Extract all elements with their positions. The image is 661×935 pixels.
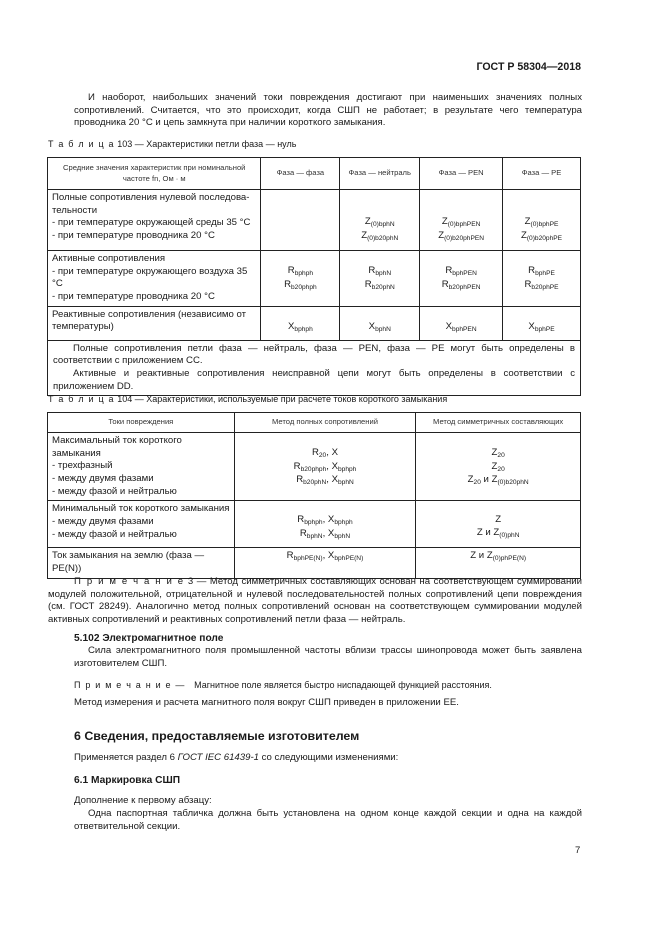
table-104	[47, 412, 581, 579]
table-103-note-1: Полные сопротивления петли фаза — нейтраль, фаза — PEN, фаза — PE могут быть определены в соответствии с приложением CC.	[53, 342, 575, 367]
label-line: - трехфазный	[52, 460, 113, 472]
cell-value: $Z_{(0)b20phPE}$	[520, 229, 563, 242]
row-label	[48, 548, 235, 578]
page-number: 7	[575, 845, 581, 856]
label-line: Активные сопротивления	[52, 253, 166, 264]
table-cell	[340, 190, 420, 251]
cell-value: $Z_{(0)bphPEN}$	[441, 216, 481, 228]
row-label	[48, 501, 235, 548]
table-104-header-symmetric-method: Метод симметричных составляющих	[416, 413, 581, 433]
label-line: Реактивные сопротивления (независимо от	[52, 308, 247, 320]
label-line: тельности	[52, 204, 98, 216]
label-line: - между двумя фазами	[52, 515, 154, 527]
section-5-102-text: Сила электромагнитного поля промышленной частоты вблизи трассы шинопровода может быть заявлена изготовителем СШП.	[74, 645, 582, 669]
label-line: Минимальный ток короткого замыкания	[52, 503, 230, 515]
table-104-header-row	[48, 413, 581, 433]
table-104-caption-label: Т а б л и ц а	[48, 394, 115, 404]
row-label	[48, 190, 261, 251]
table-cell	[420, 190, 503, 251]
label-line: - между фазой и нейтралью	[52, 485, 177, 497]
cell-value: Z и $Z_{(0)phN}$	[476, 526, 520, 539]
cell-value: $R_{b20phph}$, $X_{bphph}$	[293, 460, 357, 473]
section-5-102-text-2: Метод измерения и расчета магнитного поля вокруг СШП приведен в приложении ЕЕ.	[74, 697, 459, 708]
section-5-102-note	[74, 680, 492, 692]
section-6-1-line-2: Одна паспортная табличка должна быть установлена на одном конце каждой секции и одна на каждой ответвительной секции.	[74, 808, 582, 832]
table-104-header-impedance-method: Метод полных сопротивлений	[234, 413, 416, 433]
table-103-caption	[48, 139, 296, 151]
table-cell	[234, 433, 416, 501]
section-6-1-title: 6.1 Маркировка СШП	[74, 775, 181, 786]
table-103-caption-label: Т а б л и ц а	[48, 139, 115, 149]
table-cell	[234, 501, 416, 548]
cell-value: $R_{bphph}$, $X_{bphph}$	[297, 514, 353, 527]
document-code: ГОСТ Р 58304—2018	[476, 61, 581, 73]
table-cell	[420, 251, 503, 307]
cell-value: $R_{bphPE}$	[528, 265, 555, 277]
cell-value: $Z_{(0)b20phPEN}$	[438, 229, 485, 242]
table-103-header-row	[48, 158, 581, 190]
table-103-header-phase-phase: Фаза — фаза	[261, 158, 340, 190]
table-row	[48, 190, 581, 251]
table-cell	[503, 251, 581, 307]
cell-value: $R_{bphN}$	[368, 265, 392, 277]
section-6-1-heading	[74, 774, 180, 787]
section-6-apply	[74, 752, 582, 765]
apply-text-post: со следующими изменениями:	[258, 752, 399, 763]
table-104-caption	[48, 394, 447, 406]
table-103-header-phase-neutral: Фаза — нейтраль	[340, 158, 420, 190]
table-cell	[261, 190, 340, 251]
row-label	[48, 306, 261, 340]
table-103-caption-text: 103 — Характеристики петли фаза — нуль	[117, 139, 297, 149]
table-103-header-characteristics: Средние значения характеристик при номинальной частоте fn, Ом · м	[48, 158, 261, 190]
cell-value: Z	[495, 514, 502, 526]
table-cell	[340, 251, 420, 307]
cell-value: $X_{bphPE}$	[528, 320, 555, 333]
cell-value: $R_{b20phN}$, $X_{bphN}$	[296, 474, 354, 487]
section-6-heading: 6 Сведения, предоставляемые изготовителем	[74, 729, 360, 743]
intro-paragraph: И наоборот, наибольших значений токи повреждения достигают при наименьших значениях полных сопротивлений. Считается, что это происходит, когда СШП не работает; в результате чего температура проводника 20 °С и цепь замкнута при наличии короткого замыкания.	[74, 92, 582, 129]
section-5-102-title: 5.102 Электромагнитное поле	[74, 633, 224, 644]
table-cell	[416, 433, 581, 501]
cell-value: $R_{b20phph}$	[284, 278, 317, 291]
table-103-header-phase-pen: Фаза — PEN	[420, 158, 503, 190]
row-label	[48, 433, 235, 501]
cell-value: $Z_{20}$ и $Z_{(0)b20phN}$	[467, 474, 529, 487]
table-cell	[340, 306, 420, 340]
cell-value: $Z_{(0)bphN}$	[364, 216, 395, 228]
table-103	[47, 157, 581, 396]
label-line: Ток замыкания на землю (фаза — PE(N))	[52, 550, 205, 574]
label-line: - при температуре проводника 20 °С	[52, 229, 215, 241]
label-line: Полные сопротивления нулевой последова-	[52, 192, 250, 203]
table-cell	[503, 306, 581, 340]
label-line: Максимальный ток короткого замыкания	[52, 435, 182, 459]
table-104-header-fault-currents: Токи повреждения	[48, 413, 235, 433]
table-cell	[420, 306, 503, 340]
label-line: температуры)	[52, 321, 114, 333]
section-5-102-note-text: Магнитное поле является быстро ниспадающей функцией расстояния.	[194, 680, 492, 690]
note-3	[48, 576, 582, 627]
cell-value: Z и $Z_{(0)phPE(N)}$	[470, 550, 527, 563]
cell-value: $R_{bphPE(N)}$, $X_{bphPE(N)}$	[286, 550, 364, 563]
row-label	[48, 251, 261, 307]
section-5-102-note-label: П р и м е ч а н и е —	[74, 680, 186, 690]
cell-value: $R_{20}$, X	[311, 447, 338, 459]
cell-value: $R_{b20phPE}$	[524, 278, 559, 291]
apply-text-pre: Применяется раздел 6	[74, 752, 178, 763]
table-103-notes-row	[48, 340, 581, 396]
note-3-label: П р и м е ч а н и е	[74, 576, 185, 587]
label-line: - при температуре окружающей среды 35 °С	[52, 217, 251, 229]
cell-value: $R_{b20phPEN}$	[441, 278, 481, 291]
table-cell	[416, 548, 581, 578]
label-line: - при температуре проводника 20 °С	[52, 290, 215, 302]
table-cell	[503, 190, 581, 251]
note-3-text: 3 — Метод симметричных составляющих основан на соответствующем суммировании модулей положительной, отрицательной и нулевой последовательностей полных сопротивлений цепи повреждения (см. ГОСТ 28249). Аналогично метод полных сопротивлений основан на соответствующем суммировании модулей активных сопротивлений и реактивных сопротивлений петли фаза — нейтраль.	[48, 576, 582, 625]
cell-value: $X_{bphN}$	[368, 320, 391, 333]
standard-reference: ГОСТ IEC 61439-1	[177, 752, 259, 763]
table-103-note-2: Активные и реактивные сопротивления неисправной цепи могут быть определены в соответствии с приложением DD.	[53, 367, 575, 392]
cell-value: $Z_{(0)b20phN}$	[361, 229, 399, 242]
cell-value: $Z_{20}$	[491, 447, 505, 459]
table-cell	[416, 501, 581, 548]
table-row	[48, 433, 581, 501]
cell-value: $X_{bphPEN}$	[445, 320, 477, 333]
cell-value: $R_{bphPEN}$	[445, 265, 477, 277]
cell-value: $Z_{20}$	[491, 460, 505, 473]
table-cell	[261, 306, 340, 340]
table-row	[48, 306, 581, 340]
table-row	[48, 251, 581, 307]
cell-value: $R_{bphph}$	[287, 265, 314, 277]
table-103-header-phase-pe: Фаза — PE	[503, 158, 581, 190]
cell-value: $Z_{(0)bphPE}$	[524, 216, 559, 228]
table-104-caption-text: 104 — Характеристики, используемые при расчете токов короткого замыкания	[117, 394, 448, 404]
label-line: - при температуре окружающего воздуха 35 °С	[52, 265, 248, 290]
table-row	[48, 501, 581, 548]
table-cell	[261, 251, 340, 307]
cell-value: $X_{bphph}$	[288, 320, 313, 333]
cell-value: $R_{bphN}$, $X_{bphN}$	[299, 527, 351, 540]
table-103-notes	[48, 340, 581, 396]
section-6-1-line-1: Дополнение к первому абзацу:	[74, 795, 212, 806]
table-cell	[234, 548, 416, 578]
label-line: - между фазой и нейтралью	[52, 528, 177, 540]
section-5-102-heading	[74, 632, 223, 645]
cell-value: $R_{b20phN}$	[364, 278, 395, 291]
table-row	[48, 548, 581, 578]
label-line: - между двумя фазами	[52, 472, 154, 484]
